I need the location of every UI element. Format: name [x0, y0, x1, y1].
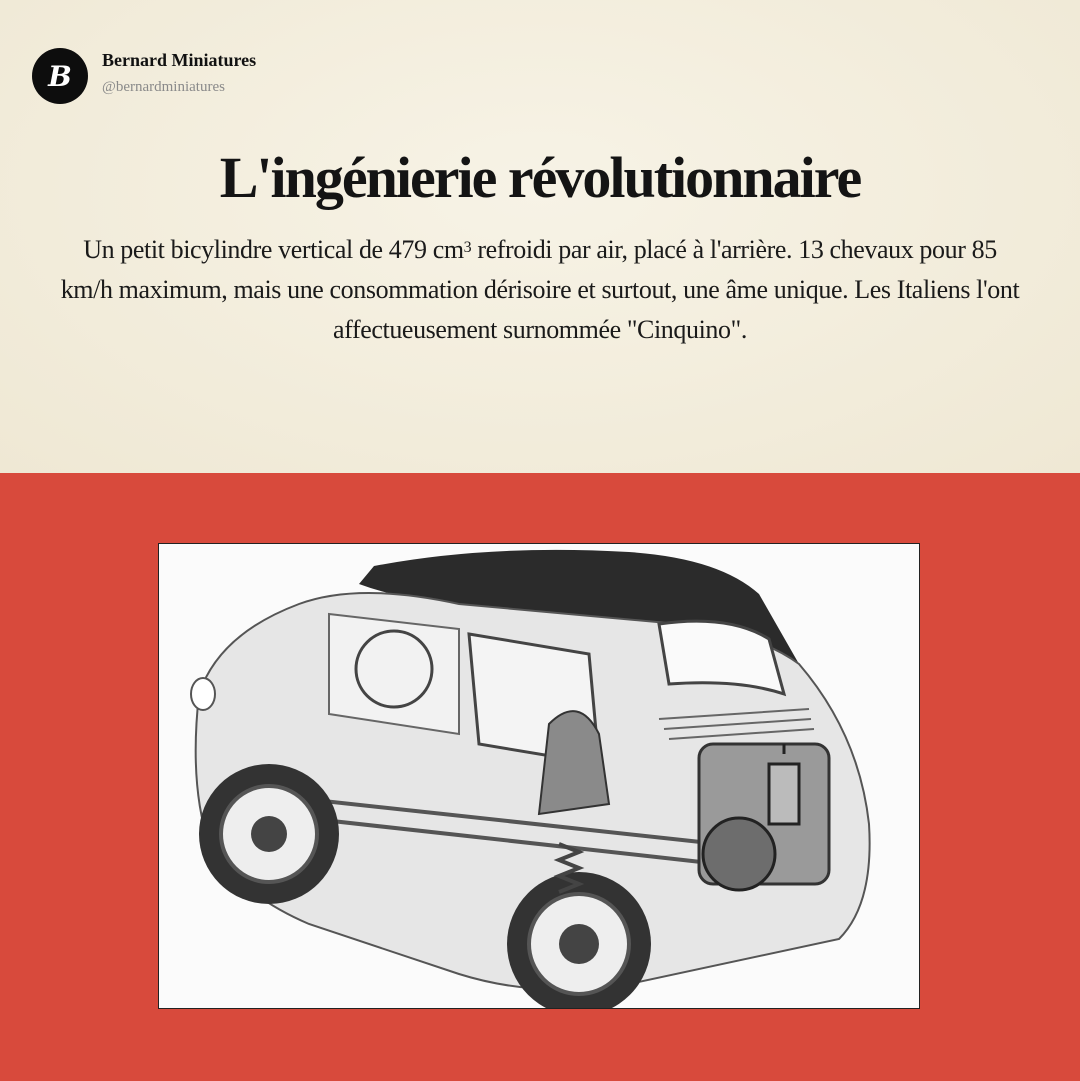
brand-name: Bernard Miniatures [102, 50, 257, 70]
engine-fan [703, 818, 775, 890]
brand-header[interactable] [32, 48, 256, 104]
car-cutaway-illustration [158, 543, 920, 1009]
car-cutaway-drawing [159, 544, 919, 1008]
brand-text [102, 48, 256, 98]
brand-logo [32, 48, 88, 104]
front-hub [251, 816, 287, 852]
body-paragraph [60, 230, 1020, 350]
brand-logo-letter: B [48, 59, 72, 93]
body-superscript: 3 [463, 239, 472, 256]
page-title: L'ingénierie révolutionnaire [219, 145, 861, 210]
headlight [191, 678, 215, 710]
rear-hub [559, 924, 599, 964]
body-text-part2: refroidi par air, placé à l'arrière. 13 chevaux pour 85 km/h maximum, mais une consommation dérisoire et surtout, une âme unique. Les Italiens l'ont affectueusement surnommée "Cinquino". [60, 235, 1020, 344]
body-text-part1: Un petit bicylindre vertical de 479 cm [83, 235, 464, 264]
brand-handle: @bernardminiatures [102, 79, 225, 95]
